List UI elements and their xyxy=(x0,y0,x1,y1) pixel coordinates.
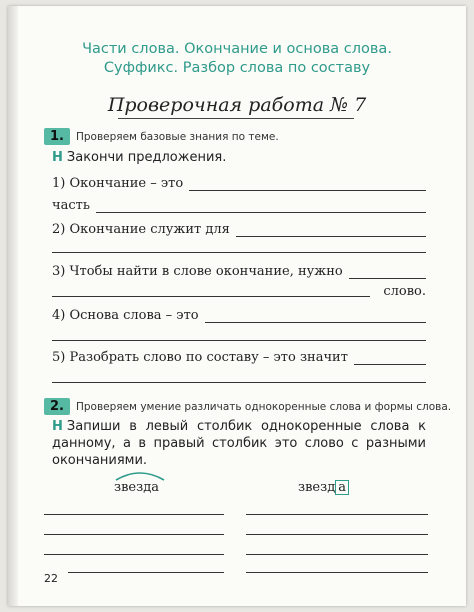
blank-rule[interactable] xyxy=(52,382,426,383)
test-title xyxy=(8,94,466,116)
item-3-ending: слово. xyxy=(383,284,426,299)
left-answer-line[interactable] xyxy=(44,554,224,555)
task1-heading-text: Проверяем базовые знания по теме. xyxy=(75,130,279,143)
fill-line[interactable] xyxy=(205,309,426,323)
task1-instruction xyxy=(52,150,226,165)
left-column-word: звезда xyxy=(114,480,159,495)
item-3-label: 3) Чтобы найти в слове окончание, нужно xyxy=(52,264,343,279)
workbook-page xyxy=(8,6,466,606)
task1-marker: Н xyxy=(52,150,63,165)
item-1b-label: часть xyxy=(52,198,90,213)
task2-instruction-text: Запиши в левый столбик однокоренные слова к данному, а в правый столбик это слово с разными окончаниями. xyxy=(52,419,426,468)
right-answer-line[interactable] xyxy=(246,514,428,515)
test-title-text: Проверочная работа № 7 xyxy=(107,94,367,116)
right-answer-line[interactable] xyxy=(246,572,428,573)
item-4-label: 4) Основа слова – это xyxy=(52,308,199,323)
task2-heading xyxy=(44,398,451,415)
left-answer-line[interactable] xyxy=(44,534,224,535)
task1-instruction-text: Закончи предложения. xyxy=(66,150,227,165)
task1-heading xyxy=(44,128,279,145)
task2-heading-text: Проверяем умение различать однокоренные слова и формы слова. xyxy=(75,400,452,413)
item-2-label: 2) Окончание служит для xyxy=(52,222,230,237)
task2-number: 2. xyxy=(44,398,70,415)
topic-line-2: Суффикс. Разбор слова по составу xyxy=(103,60,371,76)
answer-line-2[interactable] xyxy=(52,222,426,237)
fill-line[interactable] xyxy=(354,351,426,365)
ending-box: а xyxy=(335,480,349,495)
topic-header xyxy=(28,40,446,78)
right-answer-line[interactable] xyxy=(246,534,428,535)
fill-line[interactable] xyxy=(96,199,426,213)
left-answer-line[interactable] xyxy=(44,514,224,515)
answer-line-3[interactable] xyxy=(52,264,426,279)
answer-line-5[interactable] xyxy=(52,350,426,365)
item-1-label: 1) Окончание – это xyxy=(52,176,184,191)
right-answer-line[interactable] xyxy=(246,554,428,555)
task1-number: 1. xyxy=(44,128,70,145)
left-answer-line[interactable] xyxy=(68,572,224,573)
topic-line-1: Части слова. Окончание и основа слова. xyxy=(82,41,392,57)
fill-line[interactable] xyxy=(349,265,426,279)
blank-rule[interactable] xyxy=(52,340,426,341)
right-column-word xyxy=(298,480,349,495)
task2-instruction xyxy=(52,418,426,469)
fill-line[interactable] xyxy=(189,177,426,191)
fill-line[interactable] xyxy=(236,223,426,237)
task2-marker: Н xyxy=(52,419,63,434)
item-5-label: 5) Разобрать слово по составу – это значит xyxy=(52,350,348,365)
right-word-stem: звезд xyxy=(298,480,336,495)
answer-line-1[interactable] xyxy=(52,176,426,191)
blank-rule[interactable] xyxy=(52,252,426,253)
answer-line-4[interactable] xyxy=(52,308,426,323)
page-number: 22 xyxy=(44,572,58,585)
title-underline xyxy=(118,118,354,119)
blank-rule[interactable] xyxy=(52,296,370,297)
answer-line-1b[interactable] xyxy=(52,198,426,213)
